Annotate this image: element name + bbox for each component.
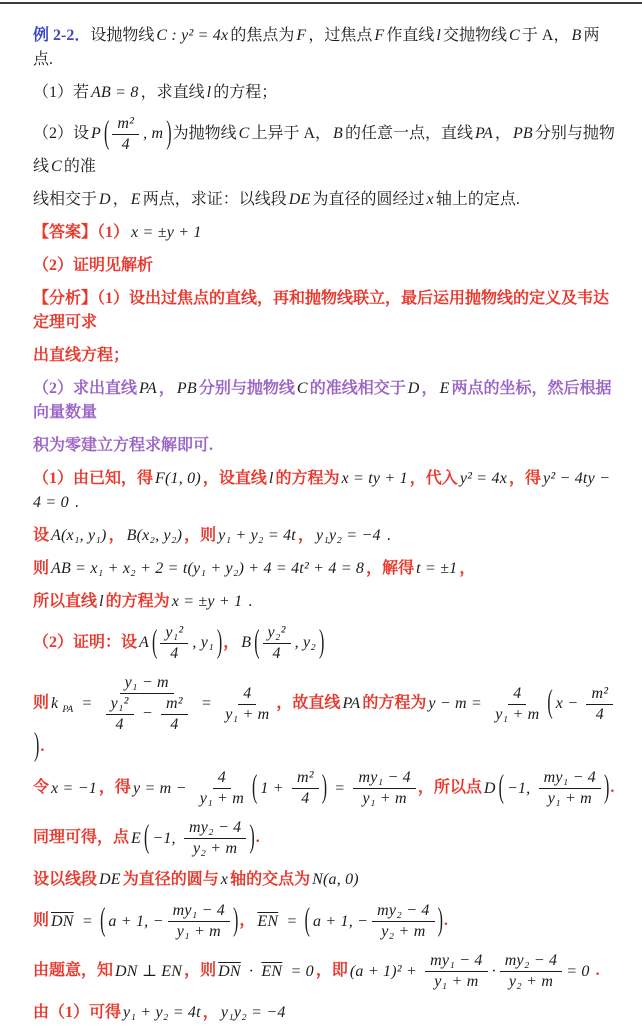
math-run: D — [407, 380, 420, 397]
math-run: x = ±y + 1 — [131, 224, 202, 241]
solution-1-line-2 — [33, 524, 616, 548]
math-run: B(x₂, y₂) — [126, 527, 183, 544]
text-run: 两点，求证：以线段 — [142, 191, 287, 208]
big-paren: ( — [104, 116, 110, 151]
subscript-run: PA — [62, 703, 74, 715]
math-fragment: my₁ − 4 — [430, 952, 483, 970]
math-fragment: 4 — [243, 684, 252, 702]
math-run: l — [206, 84, 212, 101]
text-run: 为直径的圆经过 — [312, 191, 425, 208]
math-fragment: y₁ + m — [225, 705, 270, 723]
math-fragment: my₁ − 4 — [172, 902, 226, 920]
math-run: = — [330, 779, 350, 797]
math-run: B — [333, 125, 344, 143]
math-run: x − — [555, 694, 583, 712]
math-run: C : y² = 4x — [156, 27, 229, 44]
math-run: PB — [512, 125, 533, 143]
big-paren: ( — [254, 625, 260, 660]
text-run: . — [70, 494, 79, 511]
math-run: = 0 — [286, 962, 314, 980]
analysis-line-3 — [33, 377, 616, 425]
question-1-line — [33, 81, 616, 105]
math-fragment: my₁ − 4 — [358, 769, 411, 787]
solution-1-line-3 — [33, 557, 616, 581]
text-run: 所以直线 — [33, 593, 98, 610]
text-run: . — [591, 962, 600, 980]
math-fragment: 4 — [272, 645, 281, 662]
math-run: l — [99, 593, 104, 610]
big-paren: ( — [304, 903, 310, 939]
solution-2-line-1 — [33, 623, 616, 664]
text-run: . — [443, 912, 448, 930]
math-run: = — [282, 912, 302, 930]
fraction — [425, 951, 487, 992]
text-run: 于 A， — [521, 27, 570, 44]
fraction — [101, 673, 193, 735]
analysis-line-4 — [33, 434, 616, 458]
text-run: （2）证明见解析 — [33, 257, 154, 274]
text-run: 例 2-2． — [33, 27, 91, 44]
text-run: 出直线方程； — [33, 347, 130, 364]
math-fragment: my₂ − 4 — [504, 952, 558, 970]
text-run: 分别与抛物线 — [198, 380, 295, 397]
math-fragment: m² — [117, 115, 135, 132]
fraction — [353, 768, 415, 809]
math-run: D — [99, 191, 111, 208]
text-run: 轴的交点为 — [230, 871, 311, 889]
math-run: PA — [139, 380, 157, 397]
fraction — [168, 901, 230, 942]
math-fragment: y₁ + m — [495, 705, 540, 723]
math-run: · — [491, 962, 496, 980]
page-top-rule — [0, 2, 642, 4]
math-run: = — [77, 912, 98, 930]
text-run: 由题意，知 — [33, 962, 114, 980]
answer-line-2 — [33, 254, 616, 278]
text-run: 的焦点为 — [230, 27, 295, 44]
text-run: ，得 — [509, 470, 542, 487]
math-run: E — [130, 191, 141, 208]
math-fragment: 4 — [513, 684, 522, 702]
big-paren: ) — [233, 903, 239, 939]
big-paren: ) — [321, 770, 328, 806]
math-run: y₁y₂ = −4 — [315, 527, 381, 544]
text-run: . — [40, 738, 45, 755]
big-paren: ( — [547, 685, 553, 721]
fraction — [112, 114, 139, 155]
math-run: t = ±1 — [416, 560, 458, 577]
text-run: （2）证明：设 — [33, 634, 138, 652]
text-run: 的准 — [63, 158, 96, 175]
math-fragment: my₁ − 4 — [543, 769, 597, 787]
math-fragment: y₁² — [165, 624, 184, 641]
math-run: C — [296, 380, 308, 397]
math-fragment: y₂ + m — [381, 923, 426, 941]
text-run: 设以线段 — [33, 871, 98, 889]
big-paren: ) — [319, 625, 325, 660]
text-run: ， — [223, 634, 240, 652]
text-run: ， — [494, 125, 511, 143]
math-fragment: m² — [296, 769, 314, 787]
text-run: 则 — [33, 912, 50, 930]
math-run: , y₁ — [192, 634, 214, 652]
fraction — [539, 768, 601, 809]
big-paren: ) — [216, 625, 223, 660]
solution-2-line-6 — [33, 901, 616, 942]
math-run: F — [296, 27, 307, 44]
big-paren: ) — [34, 728, 40, 764]
math-fragment: y₂ + m — [508, 973, 554, 991]
text-run: ，解得 — [366, 560, 415, 577]
fraction — [500, 951, 562, 992]
math-run: C — [51, 158, 62, 175]
text-run: ， — [421, 380, 438, 397]
text-run: 两点. — [33, 27, 600, 68]
big-paren: ) — [604, 770, 610, 806]
solution-1-line-1 — [33, 467, 616, 515]
fraction — [263, 623, 291, 664]
math-run: x — [220, 871, 229, 889]
vector-overline: $\overline{DN}$ — [218, 962, 241, 980]
math-run: B — [571, 27, 582, 44]
math-run: x = ±y + 1 — [171, 593, 243, 610]
math-run: y − m = — [428, 694, 487, 712]
text-run: 则 — [33, 694, 50, 712]
text-run: ，所以点 — [417, 779, 482, 797]
math-run: −1, — [506, 779, 535, 797]
math-fragment: my₂ − 4 — [377, 902, 430, 920]
fraction — [586, 684, 613, 725]
math-fragment: 4 — [217, 769, 226, 787]
math-run: x = −1 — [51, 779, 97, 797]
big-paren: ) — [437, 903, 443, 939]
math-run: PB — [176, 380, 197, 397]
fraction — [292, 768, 319, 809]
text-run: 的方程为 — [275, 470, 340, 487]
vector-overline: $\overline{EN}$ — [257, 912, 279, 930]
fraction — [160, 623, 188, 664]
text-run: 令 — [33, 779, 50, 797]
fraction — [372, 901, 434, 942]
math-run: F — [374, 27, 385, 44]
math-run: , m — [143, 125, 164, 143]
math-run: (a + 1)² + — [349, 962, 422, 980]
math-run: · — [244, 962, 258, 980]
text-run: . — [255, 829, 260, 847]
text-run: ，得 — [98, 779, 131, 797]
text-run: . — [382, 527, 391, 544]
text-run: ， — [459, 560, 476, 577]
math-fragment: 4 — [170, 645, 179, 662]
math-run: a + 1, − — [312, 912, 369, 930]
math-fragment: y₁ + m — [434, 973, 479, 991]
text-run: 【分析】（1）设出过焦点的直线，再和抛物线联立，最后运用抛物线的定义及韦达定理可求 — [33, 290, 610, 331]
fraction — [106, 694, 134, 735]
solution-2-line-7 — [33, 951, 616, 992]
text-run: ，设直线 — [202, 470, 267, 487]
math-run: l — [436, 27, 442, 44]
math-run: −1, — [152, 829, 180, 847]
text-run: ， — [297, 527, 314, 544]
math-run: AB = 8 — [91, 84, 139, 101]
text-run: ，则 — [184, 962, 217, 980]
solution-2-line-5 — [33, 868, 616, 892]
text-run: . — [610, 779, 615, 797]
text-run: （2）设 — [33, 125, 90, 143]
big-paren: ( — [498, 770, 504, 806]
math-fragment: m² — [591, 684, 609, 702]
math-run: − — [137, 705, 158, 723]
text-run: ，则 — [184, 527, 217, 544]
math-run: A — [139, 634, 149, 652]
fraction — [184, 818, 246, 859]
text-run: 设抛物线 — [90, 27, 155, 44]
math-run: = — [196, 694, 217, 712]
solution-2-line-3 — [33, 768, 616, 809]
math-run: = — [77, 694, 97, 712]
math-run: C — [238, 125, 250, 143]
math-run: y₁y₂ = −4 — [220, 1004, 286, 1022]
math-fragment: 4 — [115, 716, 124, 733]
math-run: DN ⊥ EN — [115, 962, 183, 980]
solution-1-line-4 — [33, 590, 616, 614]
math-fragment: y₁ − m — [124, 674, 169, 691]
question-2-line-2 — [33, 188, 616, 212]
math-fragment: my₂ − 4 — [188, 819, 242, 837]
text-run: 作直线 — [386, 27, 435, 44]
text-run: 的方程； — [213, 84, 278, 101]
math-run: x — [426, 191, 434, 208]
analysis-line-1 — [33, 287, 616, 335]
math-fragment: 4 — [595, 705, 604, 723]
math-run: y² = 4x — [459, 470, 508, 487]
big-paren: ( — [144, 820, 150, 856]
text-run: 两点的坐标，然后根据向量数量 — [33, 380, 612, 421]
text-run: . — [244, 593, 253, 610]
text-run: 线相交于 — [33, 191, 98, 208]
problem-title-line — [33, 24, 616, 72]
math-run: D — [483, 779, 496, 797]
math-fragment: 4 — [170, 716, 179, 733]
fraction — [161, 694, 188, 735]
math-fragment: y₂ + m — [193, 840, 238, 858]
text-run: 的方程为 — [105, 593, 170, 610]
big-paren: ) — [166, 116, 172, 151]
math-run: DE — [288, 191, 311, 208]
math-run: N(a, 0) — [312, 871, 359, 889]
text-run: （1）由已知，得 — [33, 470, 154, 487]
math-run: DE — [99, 871, 121, 889]
math-fragment: 4 — [301, 790, 310, 808]
question-2-line-1 — [33, 114, 616, 179]
text-run: （1）若 — [33, 84, 90, 101]
text-run: ，故直线 — [276, 694, 341, 712]
solution-2-line-4 — [33, 818, 616, 859]
math-fragment: m² — [166, 695, 183, 712]
text-run: 轴上的定点. — [435, 191, 520, 208]
fraction — [220, 684, 274, 725]
text-run: ， — [158, 380, 175, 397]
math-fragment: y₁ + m — [547, 790, 592, 808]
text-run: 分别与抛物线 — [33, 125, 615, 175]
text-run: ，求直线 — [140, 84, 205, 101]
math-run: E — [439, 380, 450, 397]
big-paren: ( — [152, 625, 158, 660]
text-run: 的任意一点，直线 — [345, 125, 474, 143]
math-fragment: y₁² — [110, 695, 129, 712]
math-fragment: y₁ + m — [176, 923, 221, 941]
big-paren: ) — [249, 820, 255, 856]
text-run: ， — [112, 191, 129, 208]
math-run: F(1, 0) — [155, 470, 201, 487]
math-run: y₁ + y₂ = 4t — [123, 1004, 201, 1022]
vector-overline: $\overline{DN}$ — [51, 912, 74, 930]
math-run: AB = x₁ + x₂ + 2 = t(y₁ + y₂) + 4 = 4t² + 4 = 8 — [51, 560, 365, 577]
math-fragment: 4 — [121, 136, 130, 153]
math-run: x = ty + 1 — [341, 470, 408, 487]
vector-overline: $\overline{EN}$ — [261, 962, 283, 980]
math-run: k — [51, 694, 59, 712]
text-run: 积为零建立方程求解即可. — [33, 437, 214, 454]
answer-line-1 — [33, 221, 616, 245]
text-run: 为抛物线 — [172, 125, 237, 143]
math-run: 1 + — [260, 779, 288, 797]
solution-2-line-2 — [33, 673, 616, 764]
math-run: a + 1, − — [108, 912, 164, 930]
text-run: ，代入 — [409, 470, 458, 487]
math-fragment: y₁ + m — [362, 790, 407, 808]
big-paren: ( — [100, 903, 106, 939]
text-run: 为直径的圆与 — [122, 871, 219, 889]
math-run: PA — [475, 125, 493, 143]
math-run: PA — [342, 694, 361, 712]
text-run: 则 — [33, 560, 50, 577]
math-run: C — [509, 27, 520, 44]
big-paren: ( — [252, 770, 258, 806]
text-run: ， — [202, 1004, 219, 1022]
math-run: A(x₁, y₁) — [51, 527, 107, 544]
math-run: P — [91, 125, 101, 143]
text-run: ， — [239, 912, 256, 930]
math-run: l — [268, 470, 274, 487]
math-run: = 0 — [566, 962, 590, 980]
fraction — [490, 684, 544, 725]
math-run: y₁ + y₂ = 4t — [218, 527, 296, 544]
text-run: 设 — [33, 527, 50, 544]
math-fragment: y₁ + m — [199, 790, 245, 808]
math-run: B — [241, 634, 252, 652]
text-run: ，过焦点 — [308, 27, 373, 44]
text-run: 同理可得，点 — [33, 829, 130, 847]
text-run: 的方程为 — [362, 694, 427, 712]
text-run: 【答案】（1） — [33, 224, 130, 241]
math-run: y = m − — [132, 779, 191, 797]
analysis-line-2 — [33, 344, 616, 368]
math-run: E — [131, 829, 141, 847]
text-run: （2）求出直线 — [33, 380, 138, 397]
text-run: 交抛物线 — [443, 27, 508, 44]
text-run: 的准线相交于 — [309, 380, 406, 397]
math-run: y² − 4ty − 4 = 0 — [33, 470, 611, 511]
math-fragment: y₂² — [267, 624, 286, 641]
solution-2-line-8 — [33, 1001, 616, 1025]
text-run: 上异于 A， — [251, 125, 332, 143]
text-run: ，即 — [315, 962, 348, 980]
math-run: , y₂ — [294, 634, 317, 652]
text-run: ， — [108, 527, 125, 544]
fraction — [195, 768, 249, 809]
text-run: 由（1）可得 — [33, 1004, 122, 1022]
